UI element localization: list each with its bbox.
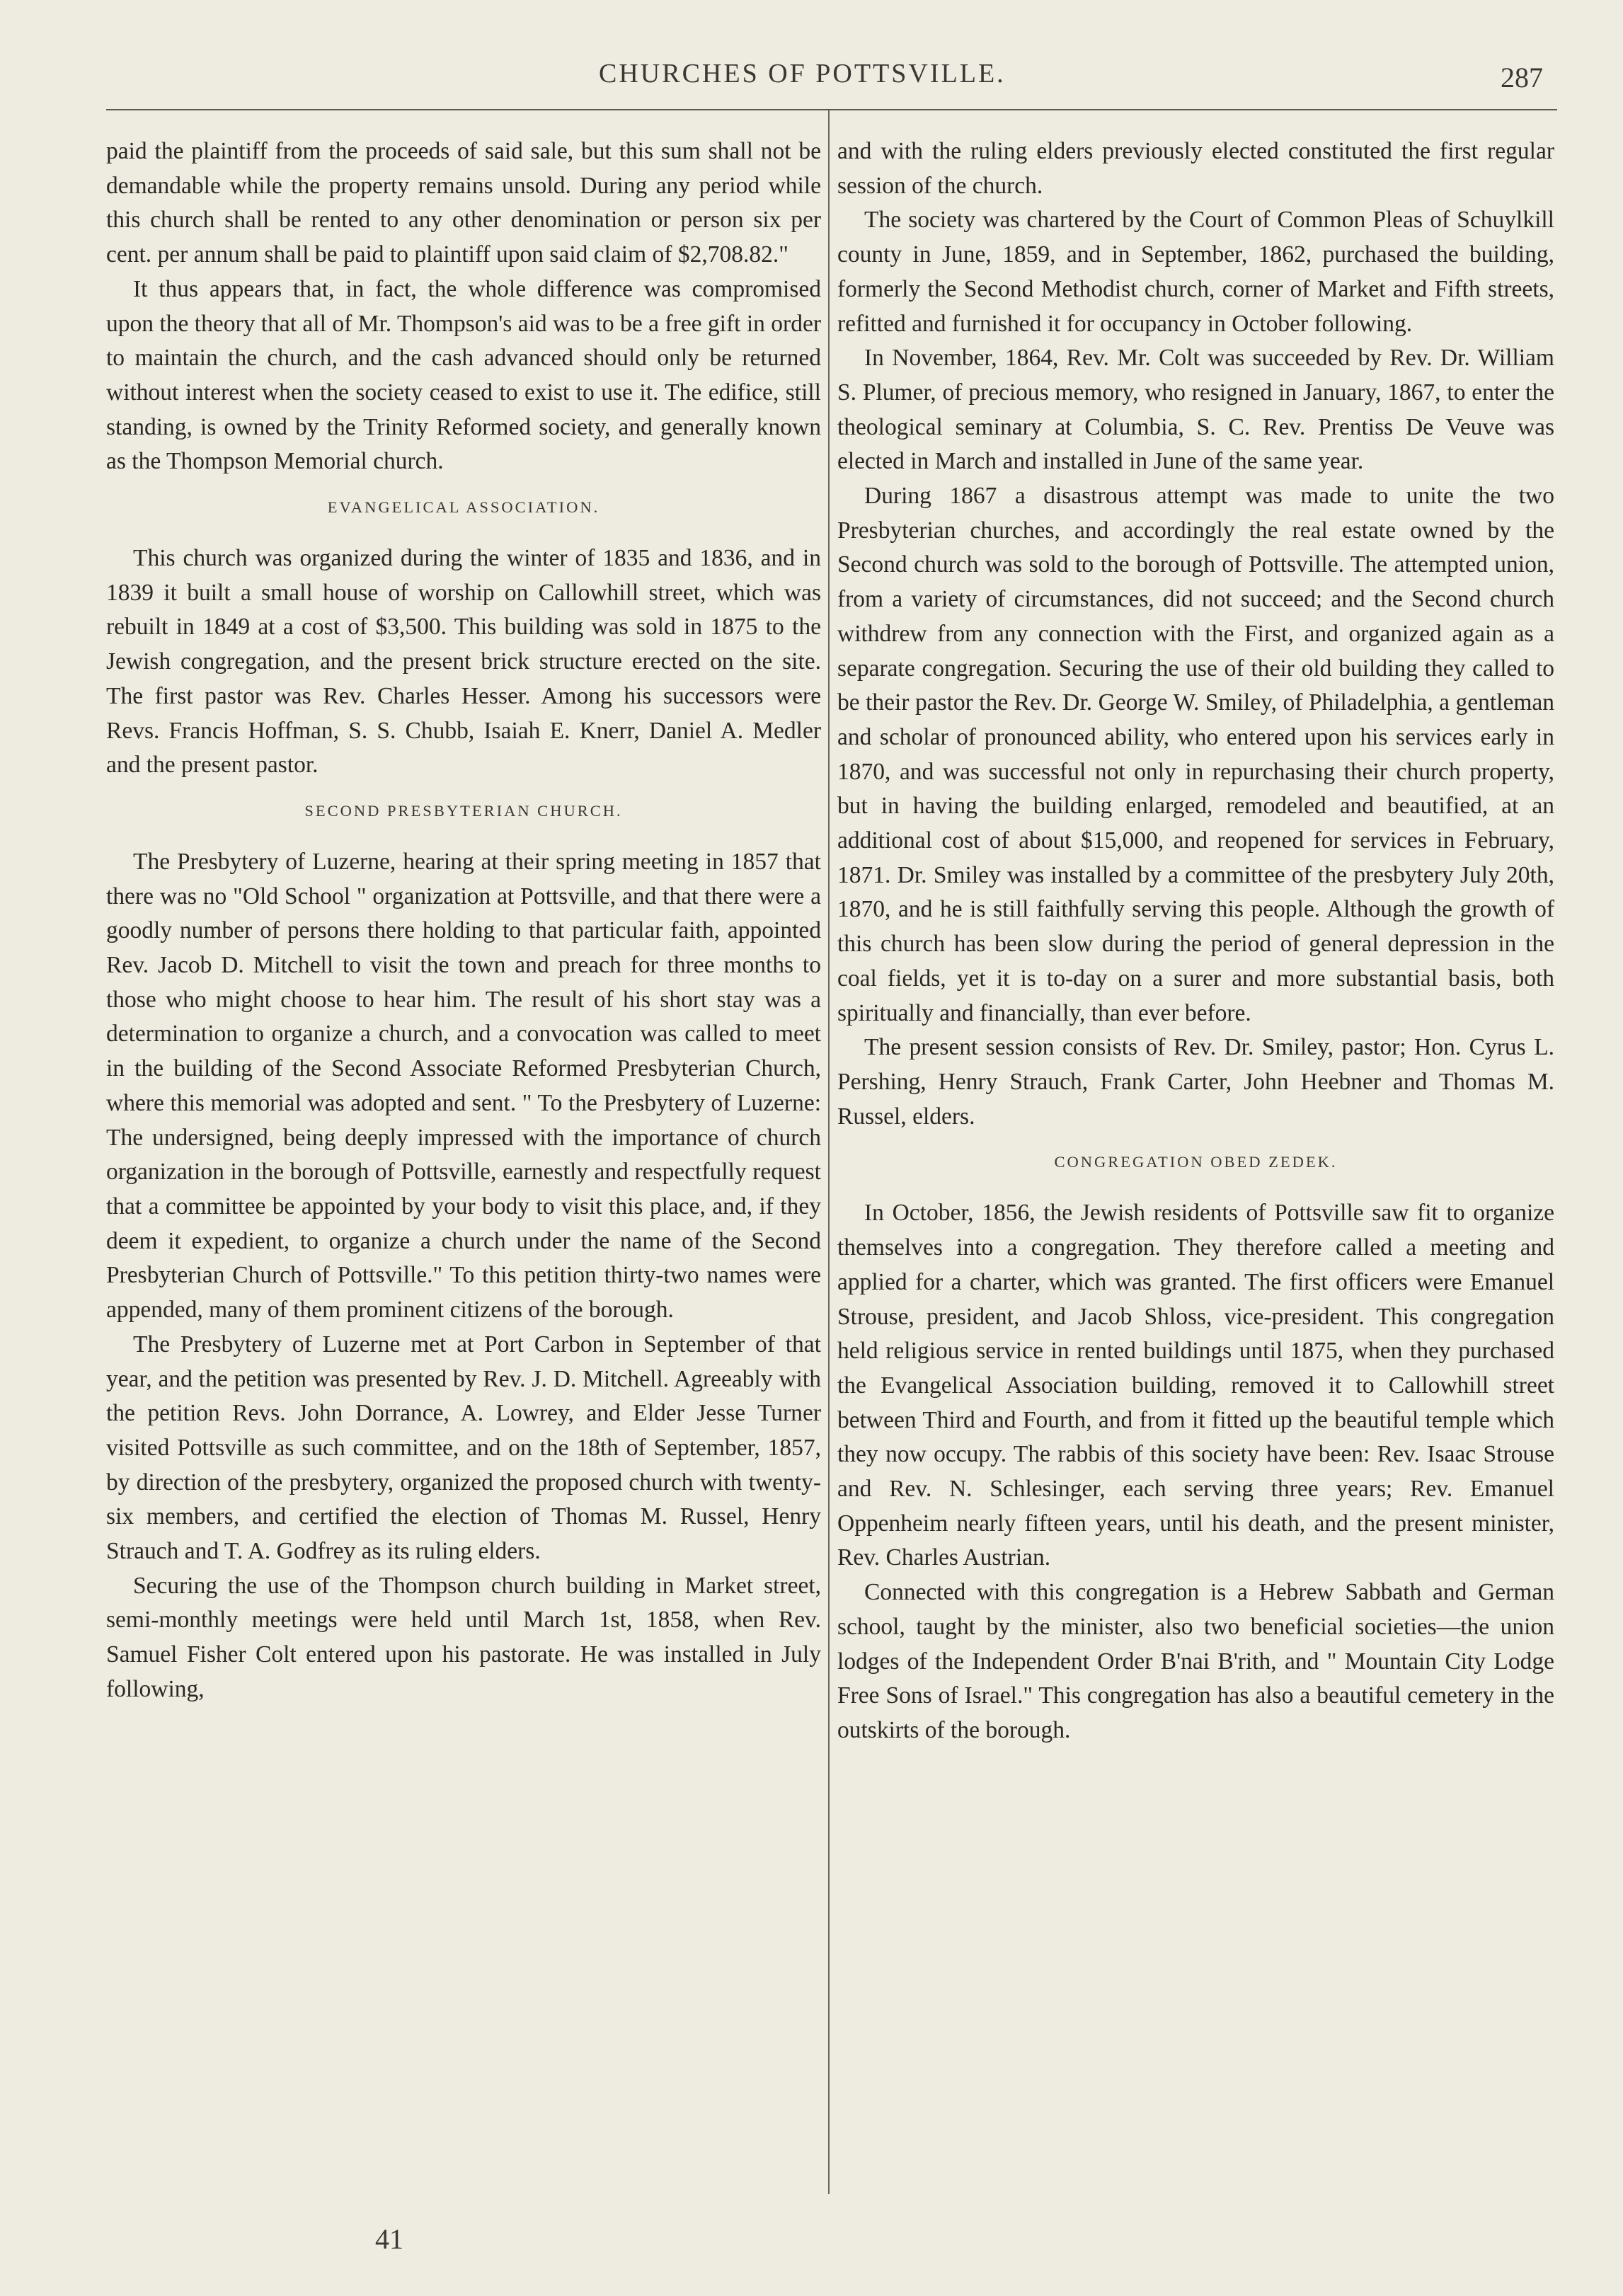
paragraph: Connected with this congregation is a Hebrew Sabbath and German school, taught by the minister, also two beneficial societies—the union lodges of the Independent Order B'nai B'rith, and " Mountain City Lodge Free Sons of Israel." This congregation has also a beautiful cemetery in the outskirts of the borough. bbox=[837, 1579, 1554, 1743]
paragraph: The society was chartered by the Court of Common Pleas of Schuylkill county in June, 1859, and in September, 1862, purchased the building, formerly the Second Methodist church, corner of Market and Fifth streets, refitted and furnished it for occupancy in October following. bbox=[837, 207, 1554, 337]
page-header bbox=[0, 58, 1623, 101]
paragraph: This church was organized during the winter of 1835 and 1836, and in 1839 it built a small house of worship on Callowhill street, which was rebuilt in 1849 at a cost of $3,500. This building was sold in 1875 to the Jewish congregation, and the present brick structure erected on the site. The first pastor was Rev. Charles Hesser. Among his successors were Revs. Francis Hoffman, S. S. Chubb, Isaiah E. Knerr, Daniel A. Medler and the present pastor. bbox=[106, 545, 821, 779]
paragraph: Securing the use of the Thompson church building in Market street, semi-monthly meetings were held until March 1st, 1858, when Rev. Samuel Fisher Colt entered upon his pastorate. He was installed in July following, bbox=[106, 1572, 821, 1702]
paragraph: In October, 1856, the Jewish residents of Pottsville saw fit to organize themselves into a congregation. They therefore called a meeting and applied for a charter, which was granted. The first officers were Emanuel Strouse, president, and Jacob Shloss, vice-president. This congregation held religious service in rented buildings until 1875, when they purchased the Evangelical Association building, removed it to Callowhill street between Third and Fourth, and from it fitted up the beautiful temple which they now occupy. The rabbis of this society have been: Rev. Isaac Strouse and Rev. N. Schlesinger, each serving three years; Rev. Emanuel Oppenheim nearly fifteen years, until his death, and the present minister, Rev. Charles Austrian. bbox=[837, 1200, 1554, 1571]
paragraph: The present session consists of Rev. Dr. Smiley, pastor; Hon. Cyrus L. Pershing, Henry Strauch, Frank Carter, John Heebner and Thomas M. Russel, elders. bbox=[837, 1034, 1554, 1130]
paragraph: During 1867 a disastrous attempt was made to unite the two Presbyterian churches, and accordingly the real estate owned by the Second church was sold to the borough of Pottsville. The attempted union, from a variety of circumstances, did not succeed; and the Second church withdrew from any connection with the First, and organized again as a separate congregation. Securing the use of their old building they called to be their pastor the Rev. Dr. George W. Smiley, of Philadelphia, a gentleman and scholar of pronounced ability, who entered upon his services early in 1870, and was successful not only in repurchasing their church property, but in having the building enlarged, remodeled and beautified, at an additional cost of about $15,000, and reopened for services in February, 1871. Dr. Smiley was installed by a committee of the presbytery July 20th, 1870, and he is still faithfully serving this people. Although the growth of this church has been slow during the period of general depression in the coal fields, yet it is to-day on a surer and more substantial basis, both spiritually and financially, than ever before. bbox=[837, 483, 1554, 1026]
running-head: CHURCHES OF POTTSVILLE. bbox=[599, 59, 1006, 88]
right-column bbox=[837, 134, 1554, 1748]
signature-mark: 41 bbox=[375, 2223, 403, 2255]
left-column bbox=[106, 134, 821, 1707]
section-heading-evangelical-association: EVANGELICAL ASSOCIATION. bbox=[327, 498, 600, 517]
paragraph: The Presbytery of Luzerne, hearing at their spring meeting in 1857 that there was no "Old School " organization at Pottsville, and that there were a goodly number of persons there holding to that particular faith, appointed Rev. Jacob D. Mitchell to visit the town and preach for three months to those who might choose to hear him. The result of his short stay was a determination to organize a church, and a convocation was called to meet in the building of the Second Associate Reformed Presbyterian Church, where this memorial was adopted and sent. " To the Presbytery of Luzerne: The undersigned, being deeply impressed with the importance of church organization in the borough of Pottsville, earnestly and respectfully request that a committee be appointed by your body to visit this place, and, if they deem it expedient, to organize a church under the name of the Second Presbyterian Church of Pottsville." To this petition thirty-two names were appended, many of them prominent citizens of the borough. bbox=[106, 848, 821, 1324]
paragraph: In November, 1864, Rev. Mr. Colt was succeeded by Rev. Dr. William S. Plumer, of precious memory, who resigned in January, 1867, to enter the theological seminary at Columbia, S. C. Rev. Prentiss De Veuve was elected in March and installed in June of the same year. bbox=[837, 345, 1554, 475]
section-heading-second-presbyterian-church: SECOND PRESBYTERIAN CHURCH. bbox=[304, 801, 623, 820]
paragraph: The Presbytery of Luzerne met at Port Carbon in September of that year, and the petition was presented by Rev. J. D. Mitchell. Agreeably with the petition Revs. John Dorrance, A. Lowrey, and Elder Jesse Turner visited Pottsville as such committee, and on the 18th of September, 1857, by direction of the presbytery, organized the proposed church with twenty-six members, and certified the election of Thomas M. Russel, Henry Strauch and T. A. Godfrey as its ruling elders. bbox=[106, 1331, 821, 1565]
column-divider bbox=[828, 110, 830, 2194]
section-heading-congregation-obed-zedek: CONGREGATION OBED ZEDEK. bbox=[1054, 1153, 1338, 1171]
paragraph: and with the ruling elders previously elected constituted the first regular session of the church. bbox=[837, 138, 1554, 199]
page-number: 287 bbox=[1501, 62, 1543, 93]
header-rule bbox=[106, 109, 1557, 110]
paragraph: paid the plaintiff from the proceeds of said sale, but this sum shall not be demandable while the property remains unsold. During any period while this church shall be rented to any other denomination or person six per cent. per annum shall be paid to plaintiff upon said claim of $2,708.82." bbox=[106, 138, 821, 268]
paragraph: It thus appears that, in fact, the whole difference was compromised upon the theory that all of Mr. Thompson's aid was to be a free gift in order to maintain the church, and the cash advanced should only be returned without interest when the society ceased to exist to use it. The edifice, still standing, is owned by the Trinity Reformed society, and generally known as the Thompson Memorial church. bbox=[106, 275, 821, 475]
